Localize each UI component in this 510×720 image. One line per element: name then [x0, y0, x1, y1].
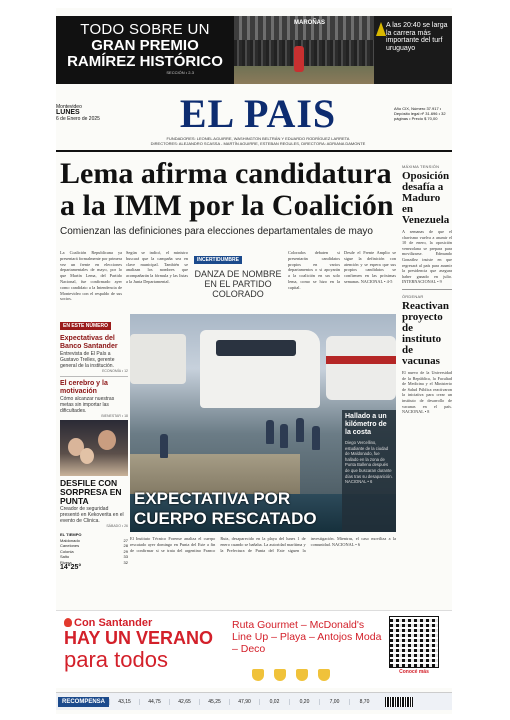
founders-text: FUNDADORES: LEONEL AGUIRRE, WASHINGTON BELTRÁN Y EDUARDO RODRÍGUEZ LARRETA [166, 136, 350, 141]
lead-column-1: La Coalición Republicana ya presentará formalmente por primera vez un frente en elecciones departamentales de mayo, por lo que Martín Lema, del Partido Nacional, fue confirmado ayer como candidato a la Intendencia de Montevideo con el respaldo de sus socios. [60, 250, 122, 302]
barcode-icon [385, 697, 413, 707]
qr-label: Conocé más [399, 669, 429, 675]
lead-headline[interactable]: Lema afirma candidatura a la IMM por la Coalición [60, 157, 394, 222]
market-value: 0,02 [259, 699, 289, 705]
edition-date [56, 104, 126, 122]
santander-ad[interactable] [56, 610, 452, 688]
lead-column-4: Desde el Frente Amplio se sigue la definición con atención y se espera que sus propios candidatos se confirmen en las próximas semanas. NACIONAL • 4-5 [344, 250, 396, 284]
weather-box [60, 532, 128, 571]
top-promo-banner[interactable] [56, 16, 452, 84]
boat-left [130, 334, 186, 384]
lead-dek: Comienzan las definiciones para elecciones departamentales de mayo [60, 226, 373, 237]
market-value: 8,70 [349, 699, 379, 705]
ad-subheadline: para todos [64, 647, 168, 672]
edition-date-text: 6 de Enero de 2025 [56, 116, 100, 122]
ad-drinks-illustration [252, 669, 330, 681]
drink-icon [296, 669, 308, 681]
weather-row: Salto 33 [60, 554, 128, 559]
newspaper-logo[interactable]: EL PAIS [179, 91, 337, 136]
weather-row: Canelones 28 [60, 543, 128, 548]
right-column [402, 164, 452, 415]
racetrack-sign: MAROÑAS [294, 20, 325, 26]
lead-sidebox[interactable] [194, 248, 282, 310]
sidebar-item-santander-section: ECONOMÍA • 12 [102, 369, 128, 373]
person-figure [296, 418, 304, 442]
market-value: 7,00 [319, 699, 349, 705]
photo-sidebar[interactable] [342, 410, 396, 532]
sidebox-tag: INCERTIDUMBRE [194, 256, 242, 264]
weather-label: EL TIEMPO [60, 532, 82, 537]
photo-story-text: El Instituto Técnico Forense analiza el cuerpo rescatado ayer domingo en Punta del Este a fin de confirmar si se trata del argentino Franco Ruiz, desaparecido en la playa del lunes 1 de enero cuando se bañaba. La autoridad marítima y la Prefectura de Punta del Este siguen la investigación. Mientras, el caso moviliza a la comunidad. NACIONAL • 6 [130, 536, 396, 553]
desfile-headline[interactable]: DESFILE CON SORPRESA EN PUNTA [60, 478, 122, 506]
newspaper-page [56, 8, 452, 714]
right-story-2-headline[interactable]: Reactivan proyecto de instituto de vacunas [402, 299, 450, 367]
weather-row: Colonia 29 [60, 548, 128, 554]
promo-side-text: A las 20:40 se larga la carrera más importante del turf uruguayo [386, 22, 448, 52]
lead-column-2: Según se indicó, el ministro buscará que la campaña sea en clave municipal. También se analizan los nombres que acompañarán la fórmula y las listas a la Junta Departamental. [126, 250, 188, 284]
sidebar-item-cerebro-body: Cómo alcanzar nuestras metas sin importar las dificultades. [60, 396, 115, 414]
sidebar-label: EN ESTE NÚMERO [60, 322, 111, 330]
edition-place: Montevideo [56, 104, 82, 110]
person-figure [280, 424, 288, 448]
santander-flame-icon [64, 618, 72, 627]
right-story-1-body: A semanas de que el chavismo vuelva a asumir el 10 de enero, la oposición venezolana se prepara para movilizarse. Edmundo González insiste en que regresará al país para asumir la presidencia que asegura haber ganado en julio. INTERNACIONAL • 9 [402, 229, 452, 285]
desfile-photo[interactable] [60, 420, 128, 476]
sidebar-item-santander-title[interactable]: Expectativas del Banco Santander [60, 335, 118, 350]
right-story-1-headline[interactable]: Oposición desafía a Maduro en Venezuela [402, 170, 450, 226]
ad-brand: Con Santander [64, 617, 152, 629]
drink-icon [252, 669, 264, 681]
market-value: 44,75 [139, 699, 169, 705]
market-ticker [56, 692, 452, 710]
jockey-figure [294, 46, 304, 72]
promo-main-box [56, 16, 234, 84]
photo-caption-line-2: CUERPO RESCATADO [134, 509, 317, 528]
market-value: 47,90 [229, 699, 259, 705]
directors-text: DIRECTORES: ALEJANDRO SCASSA - MARTÍN AGUIRRE, ESTEBAN REGULES, DIRECTORA: ADRIANA DAMONTE [150, 141, 366, 146]
edition-info: Año CIX, Número 37.917 • Depósito legal nº 31.696 • 32 páginas • Precio $ 70,00 [394, 106, 446, 121]
weather-row: Maldonado 27 [60, 537, 128, 543]
promo-line-1: TODO SOBRE UN [80, 21, 210, 38]
person-figure [160, 434, 168, 458]
promo-line-3: RAMÍREZ HISTÓRICO [67, 53, 223, 70]
photo-caption-line-1: EXPECTATIVA POR [134, 489, 291, 508]
edition-day: LUNES [56, 109, 80, 116]
promo-side-box [374, 16, 452, 84]
promo-line-2: GRAN PREMIO [91, 37, 199, 54]
market-value: 0,20 [289, 699, 319, 705]
ad-categories: Ruta Gourmet – McDonald's Line Up – Playa – Antojos Moda – Deco [232, 619, 382, 655]
main-news-photo[interactable] [130, 314, 396, 532]
photo-sidebar-body: Diego Vercellino, estudiante de la ciudad de Maldonado, fue hallado en la zona de Punta Ballena después de que buscaran durante días tras su desaparición. NACIONAL • 6 [345, 440, 393, 485]
founders-line [140, 136, 376, 146]
drink-icon [318, 669, 330, 681]
sidebar-item-cerebro-title[interactable]: El cerebro y la motivación [60, 380, 108, 395]
boat-right [326, 336, 396, 400]
person-figure [312, 426, 320, 450]
left-sidebar [60, 314, 128, 634]
photo-sidebar-headline: Hallado a un kilómetro de la costa [345, 413, 387, 436]
racetrack-photo [234, 16, 374, 84]
sidebox-quote: DANZA DE NOMBRE EN EL PARTIDO COLORADO [194, 269, 282, 299]
right-story-2-label: ÓRDENAR [402, 293, 424, 299]
drink-icon [274, 669, 286, 681]
right-story-1-label: MÁXIMA TENSIÓN [402, 164, 440, 169]
lead-column-3: Colorados debaten si presentarán candidatos propios en varios departamentos o si apoyarán a la coalición en un solo lema, como se hizo en la capital. [288, 250, 340, 290]
lead-story[interactable] [60, 158, 396, 237]
sidebar-item-santander-body: Entrevista de El País a Gustavo Trelles, gerente general de la institución. [60, 351, 115, 369]
trophy-icon [376, 22, 386, 36]
right-story-2-body: El nuevo de la Universidad de la República, la Facultad de Medicina y el Ministerio de Salud Pública reactivaron la iniciativa para crear un instituto de desarrollo de vacunas en el país. NACIONAL • 8 [402, 369, 452, 415]
sidebar-item-cerebro-section: BIENESTAR • 18 [101, 414, 128, 418]
market-value: 45,25 [199, 699, 229, 705]
masthead [56, 92, 452, 152]
market-value: 43,15 [109, 699, 139, 705]
weather-row: Rivera 32 [60, 559, 128, 565]
ad-headline: HAY UN VERANO [64, 628, 214, 648]
desfile-section: SÁBADO • 26 [106, 524, 128, 528]
desfile-body: Creador de seguridad presentó en Kekoverita en el evento de Clinica. [60, 506, 124, 524]
market-label: RECOMPENSA [58, 697, 109, 707]
temperature-range: 14°25° [60, 564, 82, 571]
market-value: 42,65 [169, 699, 199, 705]
promo-section: SECCIÓN • 2-3 [166, 70, 194, 75]
person-figure [266, 420, 274, 444]
boat-center [200, 330, 320, 408]
